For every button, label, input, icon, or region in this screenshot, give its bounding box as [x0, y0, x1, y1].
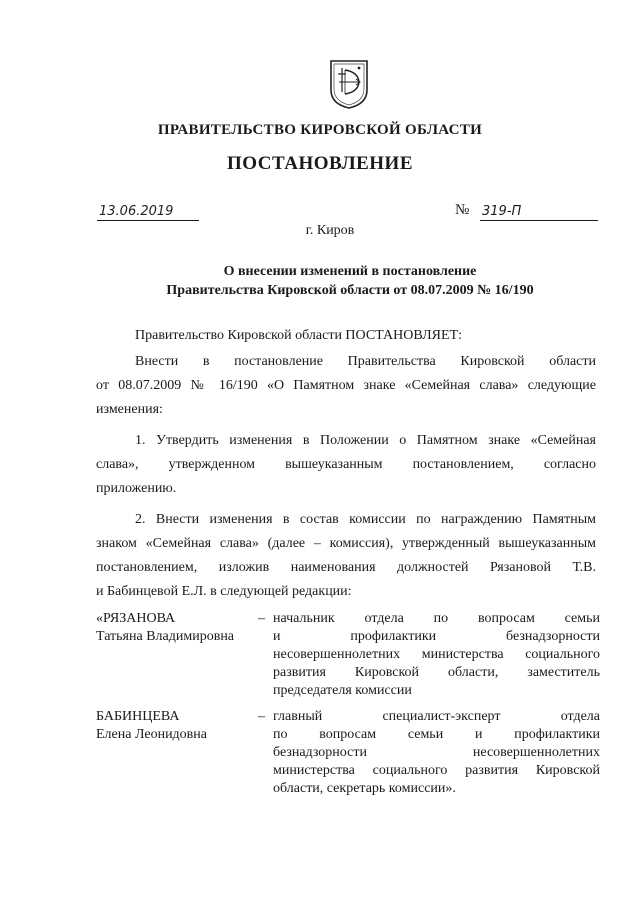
member-surname: БАБИНЦЕВА — [96, 709, 180, 724]
government-title: ПРАВИТЕЛЬСТВО КИРОВСКОЙ ОБЛАСТИ — [157, 122, 483, 138]
position-line: по вопросам семьи и профилактики — [273, 727, 600, 742]
subject-line: О внесении изменений в постановление — [223, 264, 477, 279]
document-subject — [100, 262, 600, 300]
member-surname: «РЯЗАНОВА — [96, 611, 176, 626]
position-line: министерства социального развития Кировской — [273, 763, 600, 778]
member-row — [96, 610, 600, 702]
text-line: постановлением, изложив наименования должностей Рязановой Т.В. — [96, 560, 596, 575]
text-line: приложению. — [96, 481, 177, 496]
text-line: слава», утвержденном вышеуказанным постановлением, согласно — [96, 457, 596, 472]
position-line: председателя комиссии — [273, 683, 412, 698]
text-line: 2. Внести изменения в состав комиссии по награждению Памятным — [135, 512, 596, 527]
kirov-coat-of-arms-icon — [328, 58, 370, 110]
position-line: и профилактики безнадзорности — [273, 629, 600, 644]
intro-paragraph — [96, 350, 596, 422]
text-line: 1. Утвердить изменения в Положении о Памятном знаке «Семейная — [135, 433, 596, 448]
member-given-names: Елена Леонидовна — [96, 727, 207, 742]
text-line: изменения: — [96, 402, 163, 417]
text-line: от 08.07.2009 № 16/190 «О Памятном знаке «Семейная слава» следующие — [96, 378, 596, 393]
member-name — [96, 708, 256, 744]
member-dash: – — [258, 709, 265, 724]
position-line: несовершеннолетних министерства социального — [273, 647, 600, 662]
document-number: 319-П — [480, 203, 598, 221]
city-label: г. Киров — [305, 223, 355, 238]
member-position — [273, 610, 600, 700]
text-line: Внести в постановление Правительства Кировской области — [135, 354, 596, 369]
decree-paragraph — [96, 324, 596, 348]
member-position — [273, 708, 600, 798]
position-line: главный специалист-эксперт отдела — [273, 709, 600, 724]
text-line: знаком «Семейная слава» (далее – комиссия), утвержденный вышеуказанным — [96, 536, 596, 551]
position-line: области, секретарь комиссии». — [273, 781, 456, 796]
item-2-paragraph — [96, 508, 596, 604]
position-line: безнадзорности несовершеннолетних — [273, 745, 600, 760]
item-1-paragraph — [96, 429, 596, 501]
position-line: начальник отдела по вопросам семьи — [273, 611, 600, 626]
member-given-names: Татьяна Владимировна — [96, 629, 235, 644]
subject-line: Правительства Кировской области от 08.07.2009 № 16/190 — [166, 283, 534, 298]
decree-text: Правительство Кировской области ПОСТАНОВЛЯЕТ: — [135, 328, 462, 343]
document-type-title: ПОСТАНОВЛЕНИЕ — [226, 153, 414, 174]
member-dash: – — [258, 611, 265, 626]
number-sign: № — [455, 202, 470, 218]
member-row — [96, 708, 600, 800]
member-name — [96, 610, 256, 646]
document-date: 13.06.2019 — [97, 203, 199, 221]
text-line: и Бабинцевой Е.Л. в следующей редакции: — [96, 584, 352, 599]
position-line: развития Кировской области, заместитель — [273, 665, 600, 680]
